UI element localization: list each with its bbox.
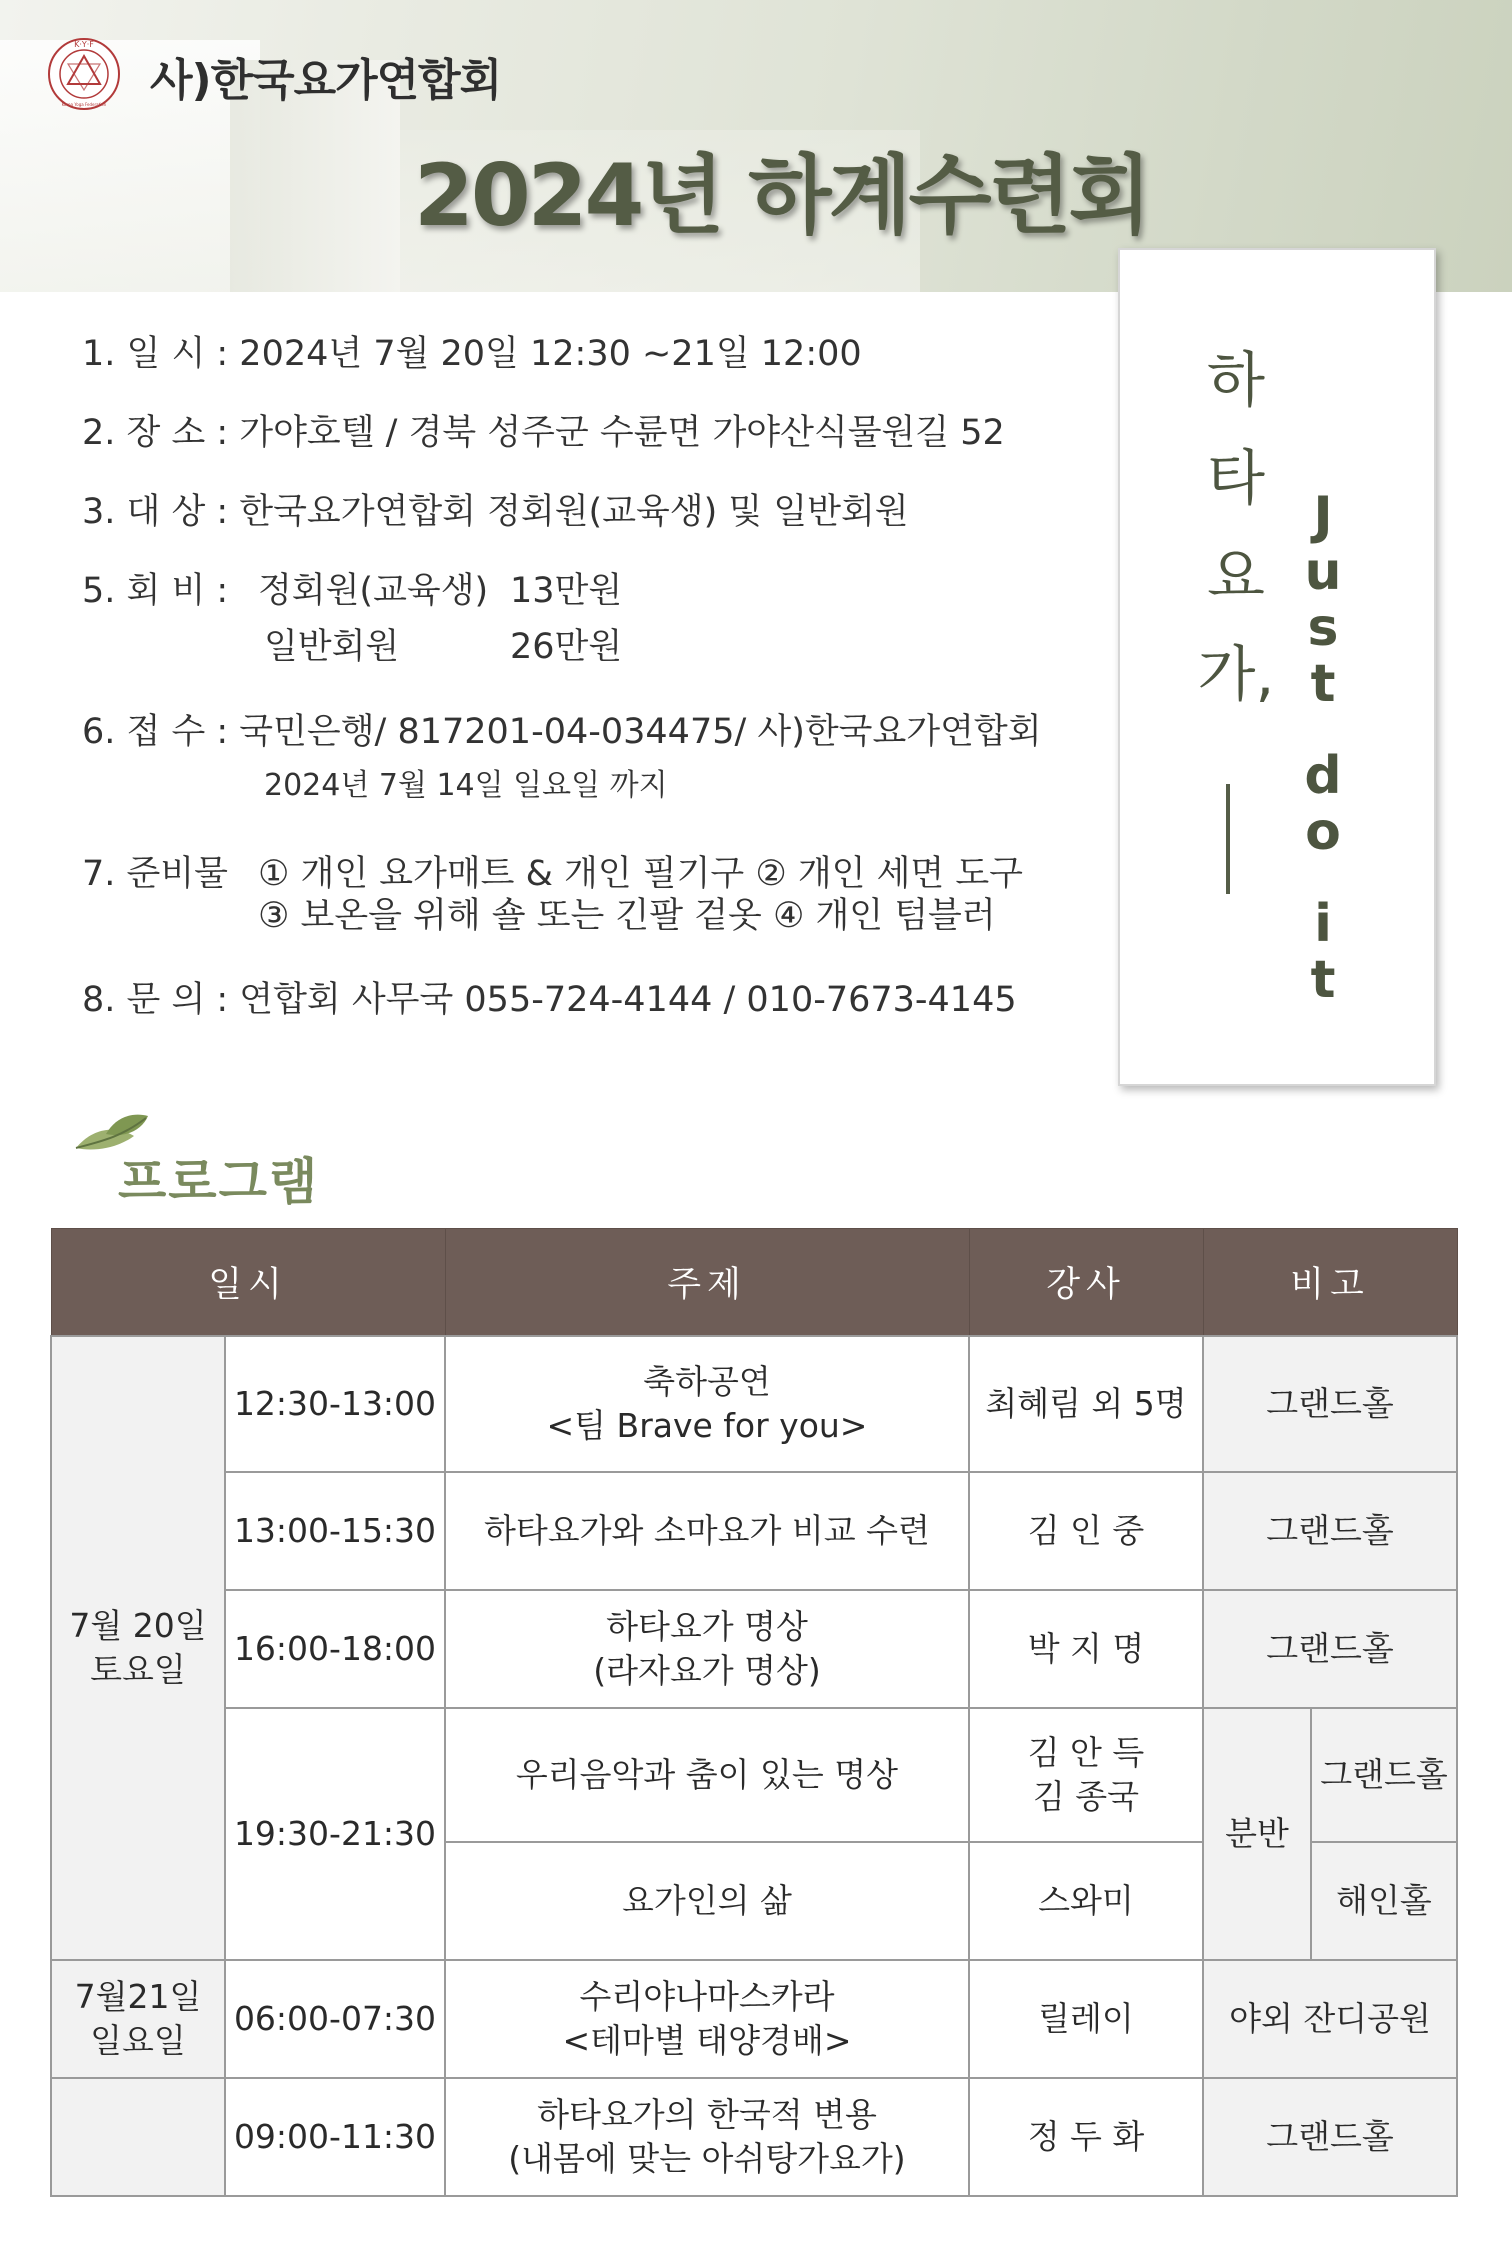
table-row <box>51 1336 1457 1472</box>
lecturer-cell: 릴레이 <box>969 1960 1203 2078</box>
slogan-letter: s <box>1307 598 1339 658</box>
info-register-deadline: 2024년 7월 14일 일요일 까지 <box>264 768 668 803</box>
info-contact: 8. 문 의 : 연합회 사무국 055-724-4144 / 010-7673-4145 <box>82 980 1017 1020</box>
lecturer-cell: 최혜림 외 5명 <box>969 1336 1203 1472</box>
fee-regular-amount: 13만원 <box>510 571 623 611</box>
slogan-letter: o <box>1305 802 1341 862</box>
slogan-divider <box>1226 784 1230 894</box>
time-cell: 13:00-15:30 <box>225 1472 445 1590</box>
fee-general: 일반회원 <box>264 627 400 667</box>
note-cell: 그랜드홀 <box>1203 2078 1457 2196</box>
time-cell: 12:30-13:00 <box>225 1336 445 1472</box>
fee-label: 5. 회 비 : <box>82 571 229 611</box>
note-cell: 해인홀 <box>1311 1842 1457 1960</box>
topic-cell: 하타요가의 한국적 변용 (내몸에 맞는 아쉬탕가요가) <box>445 2078 969 2196</box>
kyf-logo-icon <box>46 36 122 112</box>
slogan-korean <box>1196 332 1276 724</box>
info-date: 1. 일 시 : 2024년 7월 20일 12:30 ~21일 12:00 <box>82 334 862 374</box>
info-fee <box>82 563 623 667</box>
note-group-cell: 분반 <box>1203 1708 1311 1960</box>
topic-cell: 하타요가와 소마요가 비교 수련 <box>445 1472 969 1590</box>
table-row <box>51 1590 1457 1708</box>
prep-line1: ① 개인 요가매트 & 개인 필기구 ② 개인 세면 도구 <box>258 854 1023 894</box>
topic-cell: 축하공연 <팀 Brave for you> <box>445 1336 969 1472</box>
slogan-char: 타 <box>1207 444 1265 514</box>
time-cell: 06:00-07:30 <box>225 1960 445 2078</box>
slogan-english <box>1288 488 1358 1008</box>
day-cell: 7월21일 일요일 <box>51 1960 225 2078</box>
logo-subtext: Korea Yoga Federation <box>61 102 107 107</box>
column-header-datetime: 일시 <box>51 1229 445 1337</box>
prep-label: 7. 준비물 <box>82 854 228 894</box>
slogan-letter: d <box>1304 746 1342 806</box>
fee-regular: 정회원(교육생) <box>258 571 489 611</box>
table-row <box>51 1960 1457 2078</box>
info-place: 2. 장 소 : 가야호텔 / 경북 성주군 수륜면 가야산식물원길 52 <box>82 413 1005 453</box>
day-cell: 7월 20일 토요일 <box>51 1336 225 1960</box>
page-title: 2024년 하계수련회 <box>414 146 1149 246</box>
column-header-note: 비고 <box>1203 1229 1457 1337</box>
slogan-letter: u <box>1304 542 1342 602</box>
topic-cell: 하타요가 명상 (라자요가 명상) <box>445 1590 969 1708</box>
org-name: 사)한국요가연합회 <box>150 55 502 106</box>
note-cell: 야외 잔디공원 <box>1203 1960 1457 2078</box>
day-cell-empty <box>51 2078 225 2196</box>
slogan-letter: J <box>1313 486 1333 546</box>
info-prep <box>82 846 1023 936</box>
topic-cell: 우리음악과 춤이 있는 명상 <box>445 1708 969 1842</box>
program-title: 프로그램 <box>118 1153 320 1211</box>
slogan-char: 하 <box>1207 346 1265 416</box>
note-cell: 그랜드홀 <box>1203 1472 1457 1590</box>
lecturer-cell: 박 지 명 <box>969 1590 1203 1708</box>
table-row <box>51 1708 1457 1842</box>
lecturer-cell: 김 인 중 <box>969 1472 1203 1590</box>
slogan-letter: t <box>1310 654 1336 714</box>
time-cell: 19:30-21:30 <box>225 1708 445 1960</box>
lecturer-cell: 정 두 화 <box>969 2078 1203 2196</box>
note-cell: 그랜드홀 <box>1203 1336 1457 1472</box>
info-target: 3. 대 상 : 한국요가연합회 정회원(교육생) 및 일반회원 <box>82 492 909 532</box>
table-header-row <box>51 1229 1457 1337</box>
note-cell: 그랜드홀 <box>1311 1708 1457 1842</box>
slogan-card <box>1118 248 1436 1086</box>
prep-line2: ③ 보온을 위해 숄 또는 긴팔 겉옷 ④ 개인 텀블러 <box>258 896 996 936</box>
time-cell: 09:00-11:30 <box>225 2078 445 2196</box>
slogan-letter: t <box>1310 950 1336 1010</box>
logo-text: K·Y·F <box>74 40 94 49</box>
table-row <box>51 1472 1457 1590</box>
program-heading <box>72 1112 332 1211</box>
topic-cell: 수리야나마스카라 <테마별 태양경배> <box>445 1960 969 2078</box>
column-header-topic: 주제 <box>445 1229 969 1337</box>
slogan-letter: i <box>1314 894 1332 954</box>
program-table <box>50 1228 1458 2197</box>
table-row <box>51 2078 1457 2196</box>
note-cell: 그랜드홀 <box>1203 1590 1457 1708</box>
fee-general-amount: 26만원 <box>510 627 623 667</box>
slogan-char: 가, <box>1197 640 1275 710</box>
slogan-char: 요 <box>1207 542 1265 612</box>
lecturer-cell: 스와미 <box>969 1842 1203 1960</box>
column-header-lecturer: 강사 <box>969 1229 1203 1337</box>
time-cell: 16:00-18:00 <box>225 1590 445 1708</box>
info-register: 6. 접 수 : 국민은행/ 817201-04-034475/ 사)한국요가연합회 <box>82 712 1042 752</box>
lecturer-cell: 김 안 득 김 종국 <box>969 1708 1203 1842</box>
topic-cell: 요가인의 삶 <box>445 1842 969 1960</box>
